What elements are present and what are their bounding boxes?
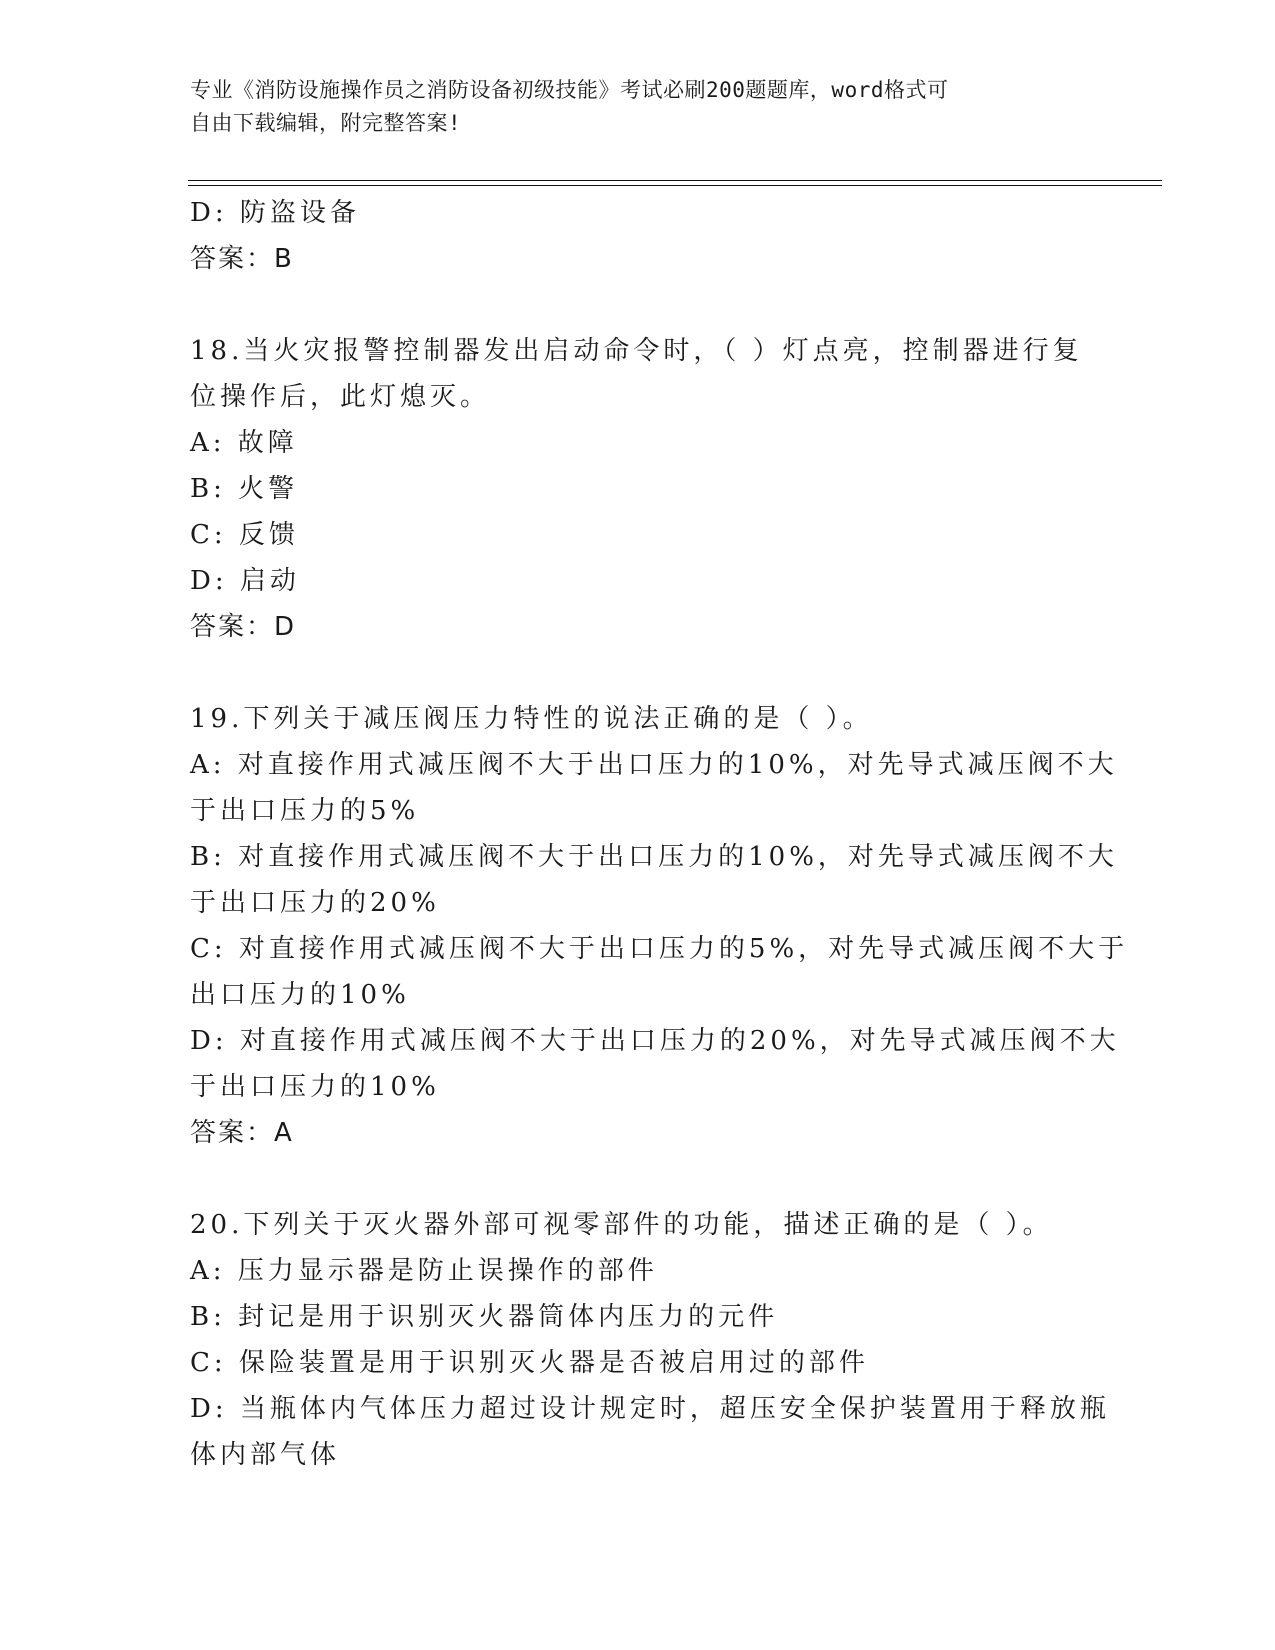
option-d: D: 对直接作用式减压阀不大于出口压力的20%，对先导式减压阀不大 (190, 1026, 1120, 1056)
option-b: B: 封记是用于识别灭火器筒体内压力的元件 (190, 1302, 779, 1332)
question-list (190, 190, 1129, 1478)
question-stem: 位操作后，此灯熄灭。 (190, 382, 491, 412)
option-a-continued: 于出口压力的5% (190, 796, 420, 826)
answer-line: 答案：D (190, 612, 297, 642)
question-19 (190, 696, 1129, 1156)
option-c: C: 保险装置是用于识别灭火器是否被启用过的部件 (190, 1348, 869, 1378)
answer-line: 答案：B (190, 244, 294, 274)
option-b-continued: 于出口压力的20% (190, 888, 440, 918)
header-divider-bottom (188, 185, 1162, 186)
header-line-1: 专业《消防设施操作员之消防设备初级技能》考试必刷200题题库，word格式可 (190, 78, 949, 102)
option-c: C: 反馈 (190, 520, 299, 550)
option-d: D: 防盗设备 (190, 198, 360, 228)
option-d: D: 当瓶体内气体压力超过设计规定时，超压安全保护装置用于释放瓶 (190, 1394, 1110, 1424)
question-stem: 20.下列关于灭火器外部可视零部件的功能，描述正确的是（ ）。 (190, 1210, 1053, 1240)
document-header (190, 74, 1070, 140)
spacer (190, 1156, 1090, 1202)
option-b: B: 对直接作用式减压阀不大于出口压力的10%，对先导式减压阀不大 (190, 842, 1118, 872)
option-d: D: 启动 (190, 566, 300, 596)
question-18 (190, 328, 1090, 650)
option-d-continued: 于出口压力的10% (190, 1072, 440, 1102)
answer-line: 答案：A (190, 1118, 294, 1148)
header-divider-top (188, 180, 1162, 181)
question-20 (190, 1202, 1110, 1478)
option-c-continued: 出口压力的10% (190, 980, 410, 1010)
option-b: B: 火警 (190, 474, 299, 504)
option-a: A: 故障 (190, 428, 298, 458)
option-a: A: 压力显示器是防止误操作的部件 (190, 1256, 658, 1286)
option-c: C: 对直接作用式减压阀不大于出口压力的5%，对先导式减压阀不大于 (190, 934, 1129, 964)
option-d-continued: 体内部气体 (190, 1440, 341, 1470)
question-stem: 18.当火灾报警控制器发出启动命令时，（ ）灯点亮，控制器进行复 (190, 336, 1083, 366)
spacer (190, 650, 1090, 696)
spacer (190, 282, 1090, 328)
option-a: A: 对直接作用式减压阀不大于出口压力的10%，对先导式减压阀不大 (190, 750, 1118, 780)
prev-question-tail (190, 190, 1090, 282)
question-stem: 19.下列关于减压阀压力特性的说法正确的是（ ）。 (190, 704, 873, 734)
header-line-2: 自由下载编辑，附完整答案! (190, 111, 462, 135)
